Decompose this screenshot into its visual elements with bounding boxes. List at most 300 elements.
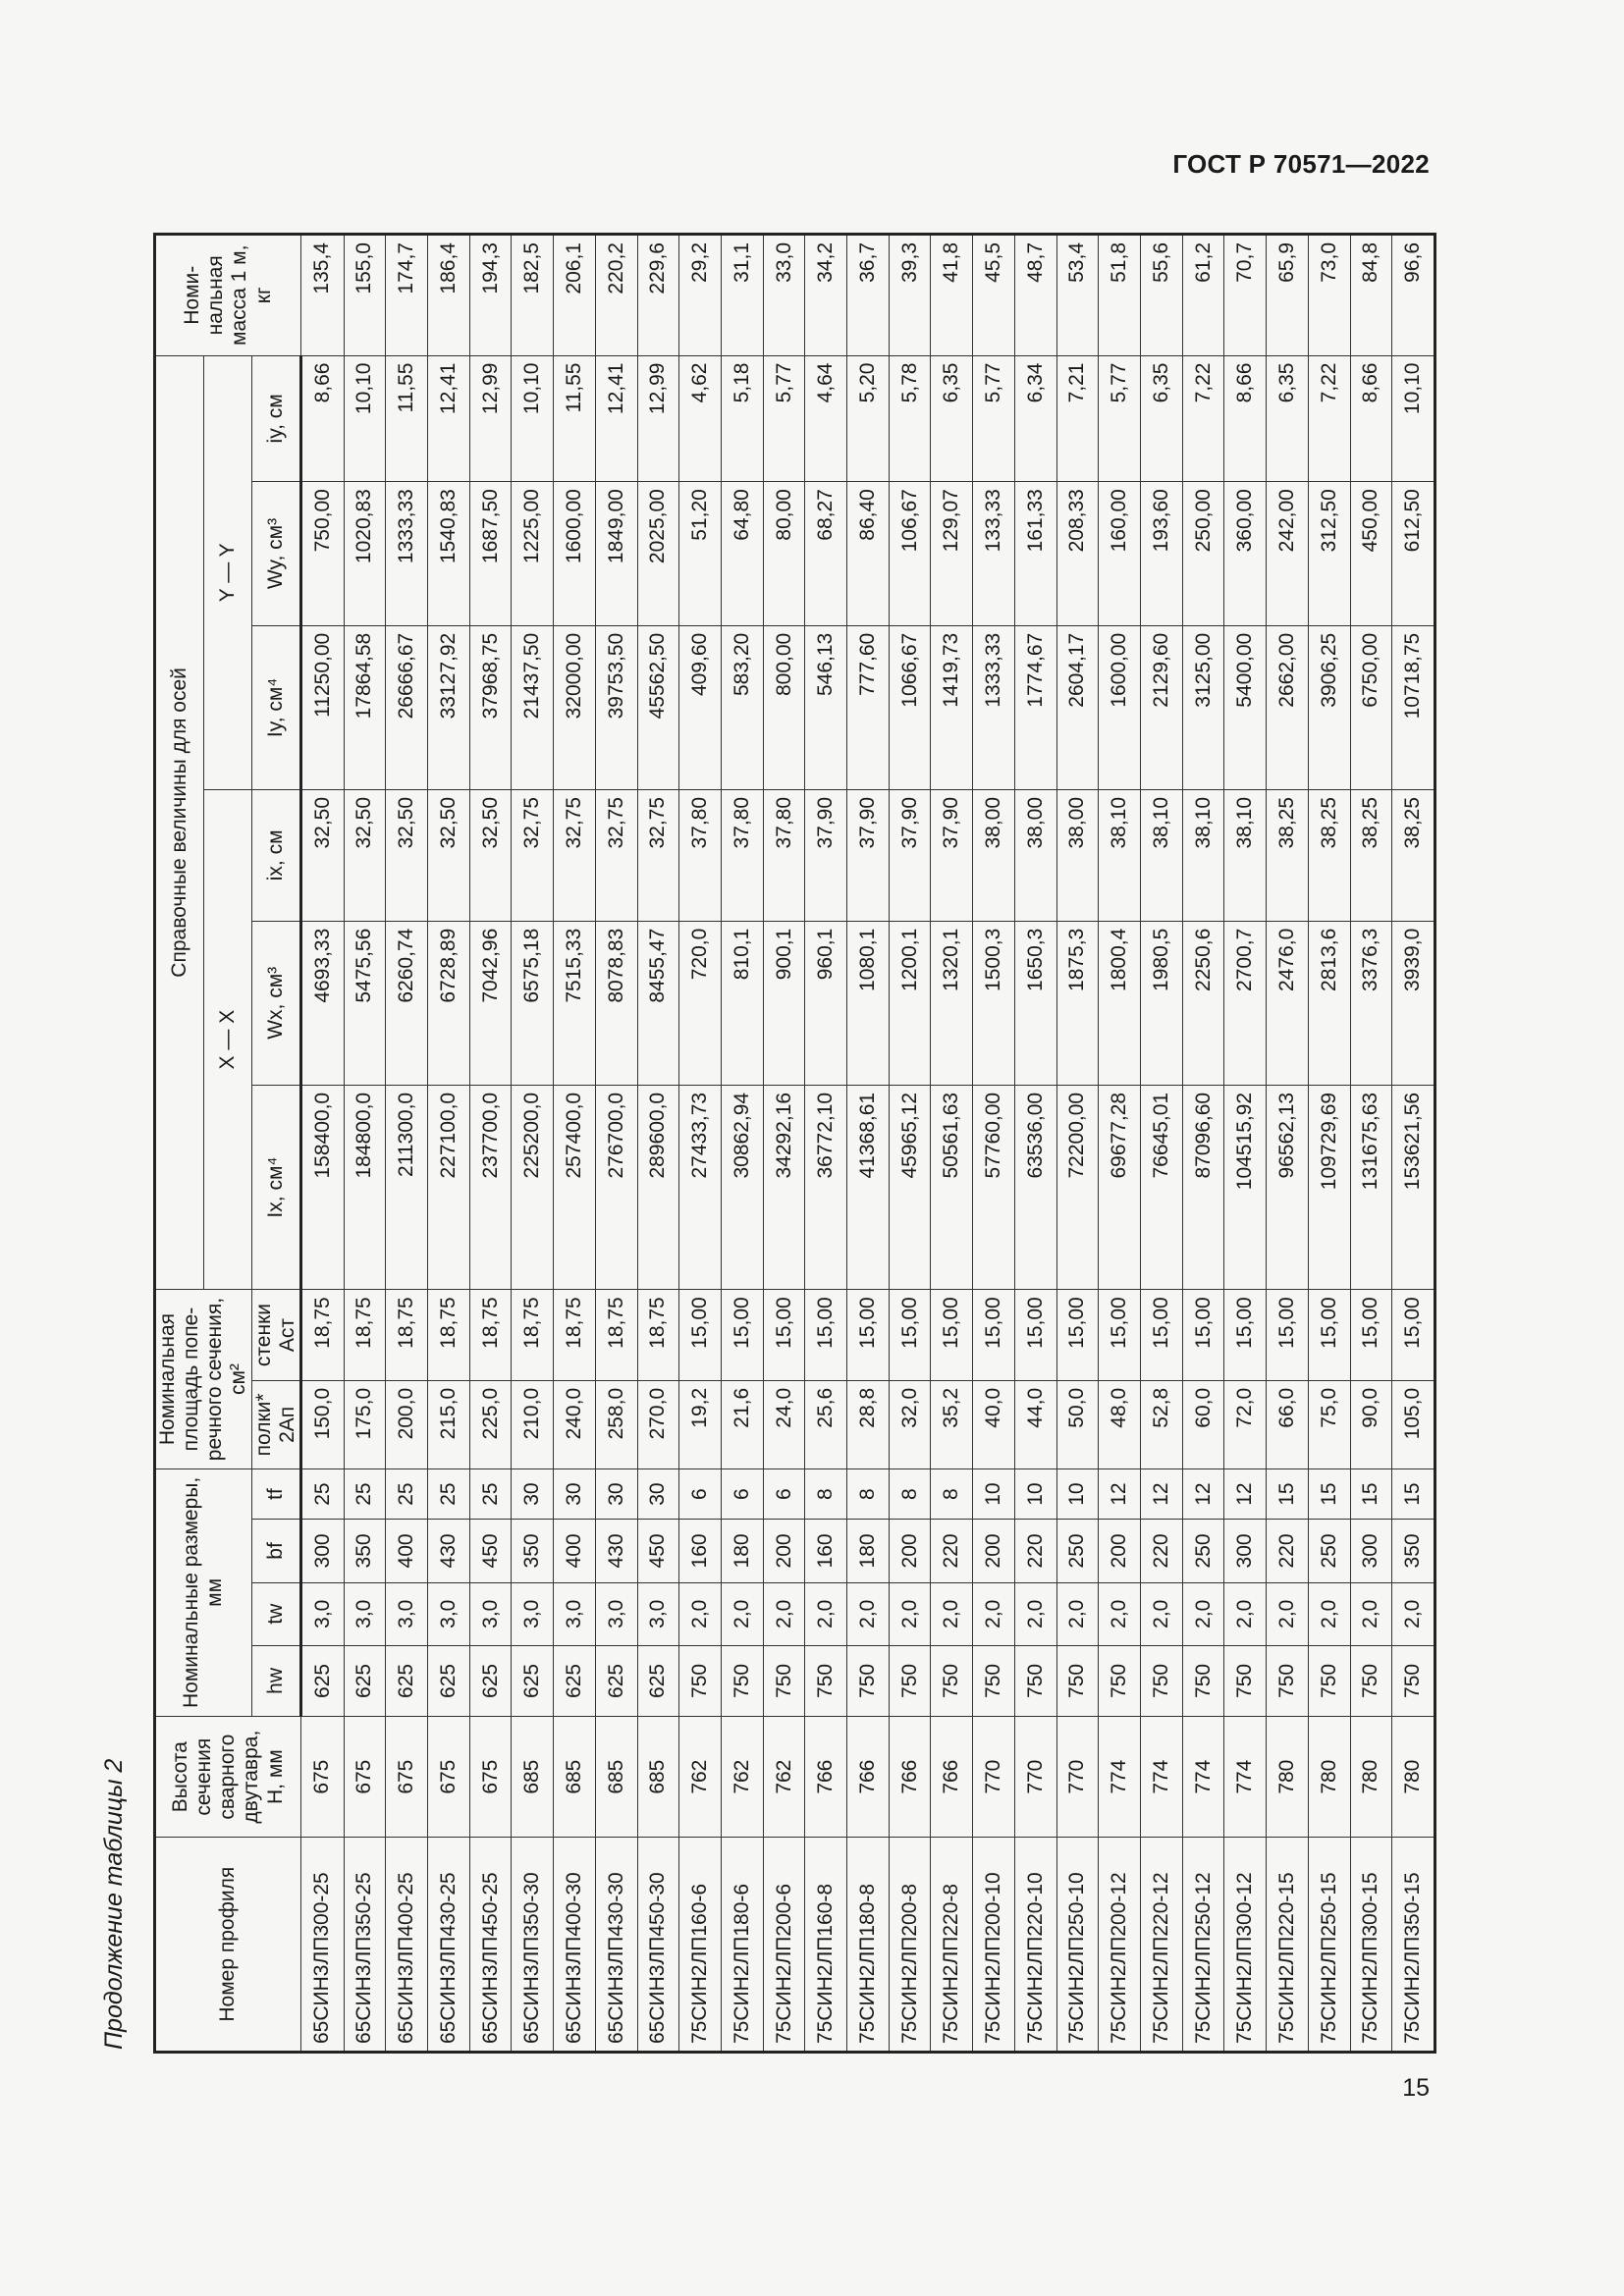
cell-height: 780: [1308, 1716, 1350, 1837]
cell-ix-radius: 32,75: [512, 789, 554, 921]
cell-web: 15,00: [1099, 1290, 1141, 1381]
cell-height: 774: [1224, 1716, 1267, 1837]
cell-wx: 8455,47: [637, 921, 679, 1085]
cell-mass: 45,5: [973, 235, 1015, 356]
cell-height: 685: [637, 1716, 679, 1837]
cell-hw: 625: [512, 1645, 554, 1716]
cell-flanges: 150,0: [300, 1380, 344, 1468]
cell-web: 18,75: [554, 1290, 596, 1381]
cell-tf: 12: [1141, 1468, 1183, 1519]
cell-ix-moment: 289600,0: [637, 1085, 679, 1289]
cell-profile: 65СИН3ЛП350-30: [512, 1838, 554, 2053]
cell-ix-moment: 109729,69: [1308, 1085, 1350, 1289]
cell-ix-radius: 38,00: [973, 789, 1015, 921]
cell-tw: 2,0: [679, 1582, 722, 1645]
cell-flanges: 72,0: [1224, 1380, 1267, 1468]
cell-bf: 250: [1182, 1520, 1224, 1582]
cell-ix-moment: 57760,00: [973, 1085, 1015, 1289]
cell-wy: 1849,00: [595, 482, 637, 626]
cell-bf: 450: [637, 1520, 679, 1582]
cell-profile: 75СИН2ЛП250-12: [1182, 1838, 1224, 2053]
cell-iy-radius: 7,21: [1056, 355, 1099, 482]
cell-ix-radius: 38,25: [1308, 789, 1350, 921]
cell-ix-moment: 27433,73: [679, 1085, 722, 1289]
cell-web: 15,00: [679, 1290, 722, 1381]
cell-iy-radius: 6,35: [1141, 355, 1183, 482]
cell-tf: 10: [1014, 1468, 1056, 1519]
cell-profile: 75СИН2ЛП160-6: [679, 1838, 722, 2053]
table-row: [1350, 235, 1392, 2053]
cell-tw: 2,0: [805, 1582, 847, 1645]
cell-wy: 250,00: [1182, 482, 1224, 626]
cell-iy-moment: 800,00: [763, 625, 805, 789]
cell-tw: 3,0: [554, 1582, 596, 1645]
cell-wx: 3376,3: [1350, 921, 1392, 1085]
table-row: [1267, 235, 1309, 2053]
table-row: [679, 235, 722, 2053]
cell-bf: 450: [469, 1520, 512, 1582]
cell-web: 18,75: [344, 1290, 386, 1381]
cell-iy-moment: 10718,75: [1392, 625, 1435, 789]
cell-bf: 430: [428, 1520, 470, 1582]
cell-profile: 65СИН3ЛП430-25: [428, 1838, 470, 2053]
cell-hw: 750: [1056, 1645, 1099, 1716]
table-row: [1099, 235, 1141, 2053]
table-row: [344, 235, 386, 2053]
cell-flanges: 215,0: [428, 1380, 470, 1468]
cell-bf: 200: [973, 1520, 1015, 1582]
cell-flanges: 200,0: [386, 1380, 428, 1468]
cell-height: 762: [679, 1716, 722, 1837]
cell-tw: 2,0: [721, 1582, 763, 1645]
cell-tw: 3,0: [428, 1582, 470, 1645]
cell-hw: 750: [721, 1645, 763, 1716]
cell-hw: 750: [679, 1645, 722, 1716]
cell-wy: 1020,83: [344, 482, 386, 626]
cell-profile: 75СИН2ЛП200-6: [763, 1838, 805, 2053]
table-caption: Продолжение таблицы 2: [100, 1758, 128, 2050]
cell-wy: 242,00: [1267, 482, 1309, 626]
cell-iy-moment: 2604,17: [1056, 625, 1099, 789]
cell-tw: 3,0: [300, 1582, 344, 1645]
cell-flanges: 44,0: [1014, 1380, 1056, 1468]
cell-flanges: 258,0: [595, 1380, 637, 1468]
table-row: [554, 235, 596, 2053]
cell-profile: 65СИН3ЛП450-25: [469, 1838, 512, 2053]
cell-height: 780: [1392, 1716, 1435, 1837]
cell-wx: 720,0: [679, 921, 722, 1085]
cell-ix-radius: 32,50: [344, 789, 386, 921]
cell-flanges: 32,0: [889, 1380, 931, 1468]
cell-wx: 2813,6: [1308, 921, 1350, 1085]
table-row: [637, 235, 679, 2053]
cell-ix-radius: 38,25: [1392, 789, 1435, 921]
cell-tf: 8: [847, 1468, 890, 1519]
cell-iy-radius: 8,66: [1224, 355, 1267, 482]
cell-wx: 1080,1: [847, 921, 890, 1085]
cell-flanges: 40,0: [973, 1380, 1015, 1468]
cell-mass: 53,4: [1056, 235, 1099, 356]
cell-wy: 160,00: [1099, 482, 1141, 626]
cell-tf: 25: [469, 1468, 512, 1519]
cell-iy-radius: 12,99: [469, 355, 512, 482]
cell-wy: 129,07: [931, 482, 973, 626]
cell-hw: 750: [973, 1645, 1015, 1716]
cell-height: 762: [721, 1716, 763, 1837]
cell-ix-moment: 237700,0: [469, 1085, 512, 1289]
cell-iy-radius: 7,22: [1308, 355, 1350, 482]
cell-flanges: 225,0: [469, 1380, 512, 1468]
cell-height: 766: [805, 1716, 847, 1837]
cell-web: 15,00: [1308, 1290, 1350, 1381]
cell-iy-moment: 37968,75: [469, 625, 512, 789]
table-row: [805, 235, 847, 2053]
cell-web: 18,75: [512, 1290, 554, 1381]
cell-flanges: 210,0: [512, 1380, 554, 1468]
col-tf: tf: [251, 1468, 300, 1519]
cell-height: 675: [428, 1716, 470, 1837]
cell-flanges: 52,8: [1141, 1380, 1183, 1468]
cell-flanges: 75,0: [1308, 1380, 1350, 1468]
cell-tf: 30: [554, 1468, 596, 1519]
cell-mass: 155,0: [344, 235, 386, 356]
col-iy-radius: iy, см: [251, 355, 300, 482]
cell-ix-moment: 76645,01: [1141, 1085, 1183, 1289]
cell-mass: 31,1: [721, 235, 763, 356]
cell-wy: 106,67: [889, 482, 931, 626]
cell-tw: 2,0: [931, 1582, 973, 1645]
cell-bf: 350: [344, 1520, 386, 1582]
cell-bf: 350: [512, 1520, 554, 1582]
cell-mass: 48,7: [1014, 235, 1056, 356]
cell-profile: 75СИН2ЛП180-6: [721, 1838, 763, 2053]
cell-ix-radius: 32,50: [300, 789, 344, 921]
cell-iy-moment: 1419,73: [931, 625, 973, 789]
cell-web: 15,00: [721, 1290, 763, 1381]
cell-flanges: 60,0: [1182, 1380, 1224, 1468]
col-ix-radius: ix, см: [251, 789, 300, 921]
cell-mass: 220,2: [595, 235, 637, 356]
cell-wy: 80,00: [763, 482, 805, 626]
col-tw: tw: [251, 1582, 300, 1645]
cell-ix-radius: 37,90: [931, 789, 973, 921]
cell-web: 15,00: [1056, 1290, 1099, 1381]
cell-profile: 65СИН3ЛП350-25: [344, 1838, 386, 2053]
cell-height: 675: [469, 1716, 512, 1837]
cell-iy-moment: 2662,00: [1267, 625, 1309, 789]
cell-wy: 450,00: [1350, 482, 1392, 626]
cell-iy-radius: 6,34: [1014, 355, 1056, 482]
cell-tf: 15: [1308, 1468, 1350, 1519]
cell-bf: 250: [1056, 1520, 1099, 1582]
cell-ix-radius: 32,75: [554, 789, 596, 921]
cell-profile: 75СИН2ЛП300-12: [1224, 1838, 1267, 2053]
cell-ix-moment: 227100,0: [428, 1085, 470, 1289]
cell-tw: 3,0: [386, 1582, 428, 1645]
cell-wy: 133,33: [973, 482, 1015, 626]
cell-iy-radius: 6,35: [931, 355, 973, 482]
profile-table: [153, 233, 1436, 2054]
cell-wy: 360,00: [1224, 482, 1267, 626]
table-row: [386, 235, 428, 2053]
cell-profile: 75СИН2ЛП300-15: [1350, 1838, 1392, 2053]
cell-ix-radius: 32,75: [637, 789, 679, 921]
col-height: Высота сечения сварного двутавра, H, мм: [155, 1716, 301, 1837]
cell-iy-radius: 5,18: [721, 355, 763, 482]
cell-hw: 750: [931, 1645, 973, 1716]
table-row: [1056, 235, 1099, 2053]
cell-wx: 960,1: [805, 921, 847, 1085]
cell-height: 766: [931, 1716, 973, 1837]
cell-tf: 25: [344, 1468, 386, 1519]
cell-wy: 1333,33: [386, 482, 428, 626]
cell-wy: 208,33: [1056, 482, 1099, 626]
col-hw: hw: [251, 1645, 300, 1716]
cell-mass: 135,4: [300, 235, 344, 356]
col-wx: Wx, см³: [251, 921, 300, 1085]
cell-height: 774: [1099, 1716, 1141, 1837]
cell-height: 770: [973, 1716, 1015, 1837]
cell-iy-radius: 5,77: [763, 355, 805, 482]
cell-wy: 312,50: [1308, 482, 1350, 626]
cell-bf: 160: [805, 1520, 847, 1582]
cell-flanges: 66,0: [1267, 1380, 1309, 1468]
cell-flanges: 270,0: [637, 1380, 679, 1468]
cell-wx: 1200,1: [889, 921, 931, 1085]
cell-tf: 30: [637, 1468, 679, 1519]
cell-iy-moment: 21437,50: [512, 625, 554, 789]
cell-mass: 186,4: [428, 235, 470, 356]
cell-wx: 900,1: [763, 921, 805, 1085]
cell-wy: 64,80: [721, 482, 763, 626]
col-axis-xx: X — X: [204, 789, 251, 1289]
cell-bf: 220: [1014, 1520, 1056, 1582]
cell-tf: 6: [721, 1468, 763, 1519]
cell-wx: 4693,33: [300, 921, 344, 1085]
cell-ix-moment: 104515,92: [1224, 1085, 1267, 1289]
cell-ix-radius: 38,10: [1099, 789, 1141, 921]
page-number: 15: [1402, 2074, 1430, 2102]
cell-profile: 75СИН2ЛП220-12: [1141, 1838, 1183, 2053]
col-dims-group: Номинальные размеры, мм: [155, 1468, 252, 1716]
cell-tf: 15: [1350, 1468, 1392, 1519]
cell-iy-radius: 12,41: [595, 355, 637, 482]
cell-tf: 15: [1267, 1468, 1309, 1519]
cell-hw: 625: [554, 1645, 596, 1716]
cell-bf: 300: [1224, 1520, 1267, 1582]
cell-mass: 206,1: [554, 235, 596, 356]
cell-wx: 1875,3: [1056, 921, 1099, 1085]
cell-hw: 750: [1392, 1645, 1435, 1716]
cell-bf: 300: [1350, 1520, 1392, 1582]
cell-iy-moment: 32000,00: [554, 625, 596, 789]
cell-ix-moment: 211300,0: [386, 1085, 428, 1289]
cell-hw: 625: [344, 1645, 386, 1716]
cell-height: 762: [763, 1716, 805, 1837]
cell-ix-moment: 153621,56: [1392, 1085, 1435, 1289]
cell-hw: 750: [1141, 1645, 1183, 1716]
cell-wx: 3939,0: [1392, 921, 1435, 1085]
cell-ix-radius: 38,00: [1014, 789, 1056, 921]
cell-height: 774: [1141, 1716, 1183, 1837]
cell-mass: 194,3: [469, 235, 512, 356]
cell-hw: 750: [763, 1645, 805, 1716]
cell-wy: 1600,00: [554, 482, 596, 626]
cell-wx: 5475,56: [344, 921, 386, 1085]
cell-tw: 2,0: [1182, 1582, 1224, 1645]
cell-tw: 2,0: [1099, 1582, 1141, 1645]
cell-iy-moment: 583,20: [721, 625, 763, 789]
cell-wy: 1225,00: [512, 482, 554, 626]
cell-ix-moment: 96562,13: [1267, 1085, 1309, 1289]
cell-mass: 96,6: [1392, 235, 1435, 356]
cell-tf: 25: [386, 1468, 428, 1519]
table-row: [1182, 235, 1224, 2053]
cell-profile: 75СИН2ЛП200-8: [889, 1838, 931, 2053]
cell-hw: 750: [1308, 1645, 1350, 1716]
cell-web: 15,00: [889, 1290, 931, 1381]
cell-profile: 75СИН2ЛП350-15: [1392, 1838, 1435, 2053]
cell-iy-radius: 4,62: [679, 355, 722, 482]
cell-tw: 2,0: [1308, 1582, 1350, 1645]
cell-bf: 200: [763, 1520, 805, 1582]
cell-tw: 2,0: [1267, 1582, 1309, 1645]
col-bf: bf: [251, 1520, 300, 1582]
rotated-table-area: [98, 233, 1434, 2054]
cell-iy-radius: 10,10: [1392, 355, 1435, 482]
cell-hw: 750: [805, 1645, 847, 1716]
cell-bf: 430: [595, 1520, 637, 1582]
cell-tf: 8: [931, 1468, 973, 1519]
cell-tf: 30: [512, 1468, 554, 1519]
cell-profile: 75СИН2ЛП220-10: [1014, 1838, 1056, 2053]
cell-tw: 3,0: [344, 1582, 386, 1645]
table-row: [721, 235, 763, 2053]
table-row: [763, 235, 805, 2053]
cell-ix-radius: 38,10: [1141, 789, 1183, 921]
cell-tf: 8: [805, 1468, 847, 1519]
cell-hw: 750: [1224, 1645, 1267, 1716]
cell-iy-moment: 33127,92: [428, 625, 470, 789]
table-row: [1141, 235, 1183, 2053]
cell-bf: 180: [721, 1520, 763, 1582]
cell-ix-radius: 37,90: [847, 789, 890, 921]
cell-hw: 625: [428, 1645, 470, 1716]
cell-profile: 65СИН3ЛП300-25: [300, 1838, 344, 2053]
cell-wx: 8078,83: [595, 921, 637, 1085]
cell-mass: 39,3: [889, 235, 931, 356]
cell-web: 15,00: [1182, 1290, 1224, 1381]
cell-web: 18,75: [428, 1290, 470, 1381]
cell-tf: 25: [428, 1468, 470, 1519]
cell-iy-moment: 5400,00: [1224, 625, 1267, 789]
cell-web: 15,00: [1014, 1290, 1056, 1381]
cell-flanges: 48,0: [1099, 1380, 1141, 1468]
cell-tw: 2,0: [973, 1582, 1015, 1645]
cell-ix-moment: 257400,0: [554, 1085, 596, 1289]
cell-tw: 3,0: [512, 1582, 554, 1645]
cell-tw: 2,0: [763, 1582, 805, 1645]
cell-height: 780: [1350, 1716, 1392, 1837]
cell-hw: 625: [300, 1645, 344, 1716]
cell-profile: 65СИН3ЛП400-25: [386, 1838, 428, 2053]
table-row: [300, 235, 344, 2053]
cell-profile: 75СИН2ЛП200-12: [1099, 1838, 1141, 2053]
table-row: [595, 235, 637, 2053]
cell-height: 675: [300, 1716, 344, 1837]
cell-ix-radius: 37,90: [805, 789, 847, 921]
cell-height: 770: [1014, 1716, 1056, 1837]
cell-iy-moment: 777,60: [847, 625, 890, 789]
cell-iy-moment: 3125,00: [1182, 625, 1224, 789]
cell-wx: 810,1: [721, 921, 763, 1085]
cell-height: 675: [386, 1716, 428, 1837]
cell-ix-radius: 37,80: [763, 789, 805, 921]
table-row: [469, 235, 512, 2053]
col-ref-group: Справочные величины для осей: [155, 355, 204, 1290]
cell-mass: 55,6: [1141, 235, 1183, 356]
cell-web: 15,00: [847, 1290, 890, 1381]
cell-iy-radius: 11,55: [386, 355, 428, 482]
cell-bf: 220: [1267, 1520, 1309, 1582]
cell-bf: 200: [1099, 1520, 1141, 1582]
cell-tf: 6: [679, 1468, 722, 1519]
cell-profile: 75СИН2ЛП250-15: [1308, 1838, 1350, 2053]
cell-mass: 34,2: [805, 235, 847, 356]
cell-iy-moment: 26666,67: [386, 625, 428, 789]
cell-tw: 3,0: [469, 1582, 512, 1645]
cell-ix-radius: 37,80: [721, 789, 763, 921]
table-row: [428, 235, 470, 2053]
cell-mass: 51,8: [1099, 235, 1141, 356]
cell-ix-radius: 32,50: [469, 789, 512, 921]
cell-ix-radius: 38,10: [1224, 789, 1267, 921]
cell-wy: 193,60: [1141, 482, 1183, 626]
cell-ix-radius: 32,50: [386, 789, 428, 921]
cell-iy-moment: 17864,58: [344, 625, 386, 789]
cell-web: 15,00: [1224, 1290, 1267, 1381]
cell-mass: 174,7: [386, 235, 428, 356]
cell-hw: 625: [469, 1645, 512, 1716]
cell-tf: 8: [889, 1468, 931, 1519]
cell-mass: 41,8: [931, 235, 973, 356]
cell-wx: 2700,7: [1224, 921, 1267, 1085]
table-row: [973, 235, 1015, 2053]
cell-iy-radius: 5,77: [1099, 355, 1141, 482]
cell-hw: 750: [1099, 1645, 1141, 1716]
cell-iy-radius: 4,64: [805, 355, 847, 482]
cell-mass: 65,9: [1267, 235, 1309, 356]
cell-hw: 750: [1350, 1645, 1392, 1716]
cell-ix-moment: 131675,63: [1350, 1085, 1392, 1289]
cell-tw: 2,0: [1350, 1582, 1392, 1645]
cell-bf: 160: [679, 1520, 722, 1582]
cell-profile: 65СИН3ЛП450-30: [637, 1838, 679, 2053]
cell-iy-moment: 1066,67: [889, 625, 931, 789]
cell-ix-moment: 72200,00: [1056, 1085, 1099, 1289]
cell-bf: 400: [386, 1520, 428, 1582]
cell-web: 15,00: [973, 1290, 1015, 1381]
cell-iy-radius: 8,66: [300, 355, 344, 482]
cell-iy-moment: 39753,50: [595, 625, 637, 789]
cell-web: 18,75: [595, 1290, 637, 1381]
cell-flanges: 24,0: [763, 1380, 805, 1468]
cell-tw: 2,0: [889, 1582, 931, 1645]
cell-bf: 350: [1392, 1520, 1435, 1582]
cell-ix-moment: 276700,0: [595, 1085, 637, 1289]
cell-wy: 51,20: [679, 482, 722, 626]
table-row: [1224, 235, 1267, 2053]
